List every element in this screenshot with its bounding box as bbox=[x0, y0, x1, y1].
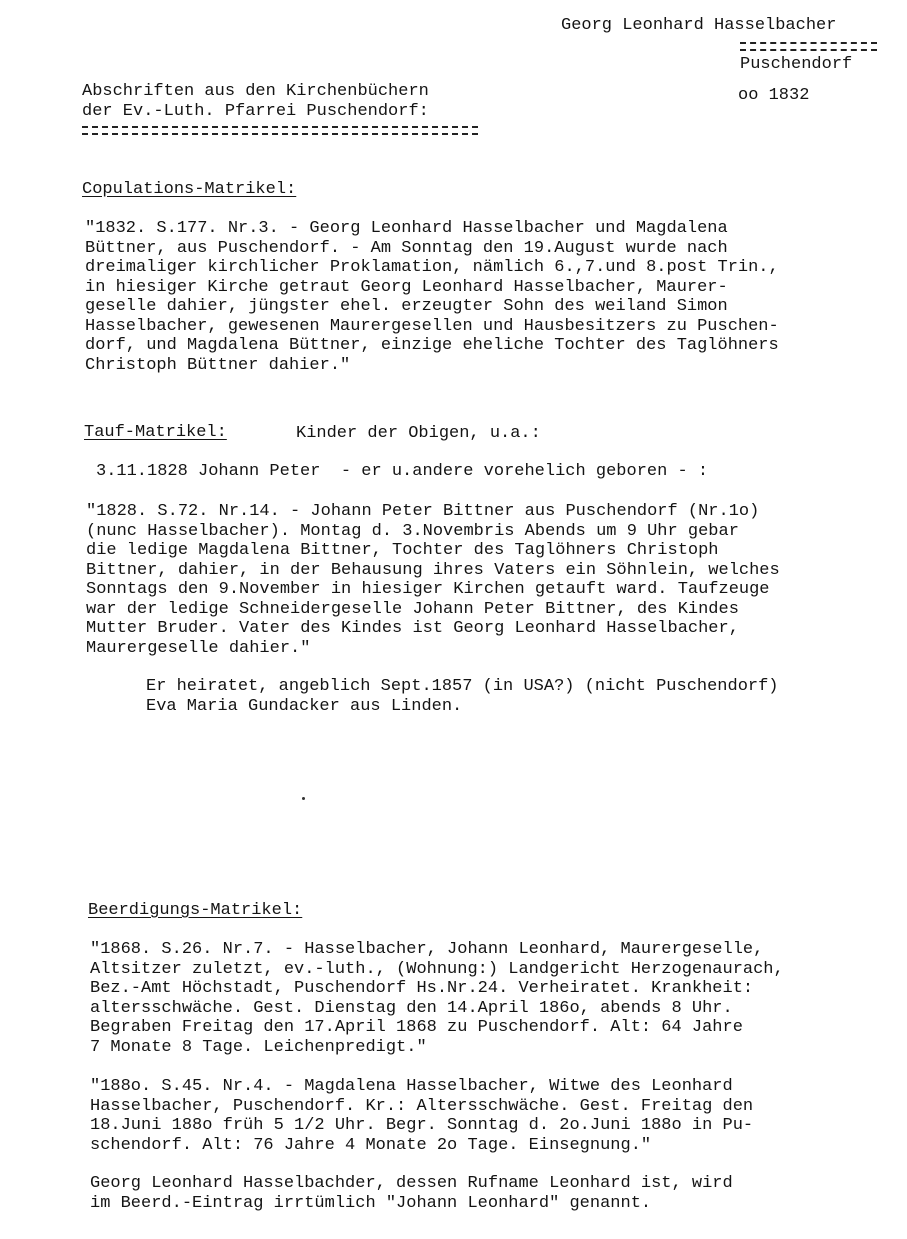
copulation-line: Hasselbacher, gewesenen Maurergesellen und Hausbesitzers zu Puschen- bbox=[85, 316, 779, 336]
copulation-line: Büttner, aus Puschendorf. - Am Sonntag den 19.August wurde nach bbox=[85, 238, 728, 258]
burial-line: Begraben Freitag den 17.April 1868 zu Puschendorf. Alt: 64 Jahre bbox=[90, 1018, 743, 1037]
baptism-line: (nunc Hasselbacher). Montag d. 3.Novembris Abends um 9 Uhr gebar bbox=[86, 521, 739, 541]
burial-heading: Beerdigungs-Matrikel: bbox=[88, 901, 303, 920]
copulation-line: geselle dahier, jüngster ehel. erzeugter Sohn des weiland Simon bbox=[85, 297, 728, 316]
burial-line: "188o. S.45. Nr.4. - Magdalena Hasselbacher, Witwe des Leonhard bbox=[90, 1077, 733, 1096]
copulation-line: "1832. S.177. Nr.3. - Georg Leonhard Hasselbacher und Magdalena bbox=[85, 219, 728, 238]
header-name-rule bbox=[740, 42, 877, 51]
baptism-subheading: Kinder der Obigen, u.a.: bbox=[296, 424, 541, 443]
burial-closing-note bbox=[90, 1174, 733, 1213]
burial-line: Altsitzer zuletzt, ev.-luth., (Wohnung:) Landgericht Herzogenaurach, bbox=[90, 959, 784, 979]
burial-line: 7 Monate 8 Tage. Leichenpredigt." bbox=[90, 1037, 427, 1057]
baptism-line: "1828. S.72. Nr.14. - Johann Peter Bittner aus Puschendorf (Nr.1o) bbox=[86, 502, 760, 521]
header-place: Puschendorf bbox=[740, 55, 853, 74]
baptism-entry bbox=[86, 502, 780, 658]
baptism-note-line: Er heiratet, angeblich Sept.1857 (in USA?) (nicht Puschendorf) bbox=[146, 677, 779, 696]
burial-line: Bez.-Amt Höchstadt, Puschendorf Hs.Nr.24. Verheiratet. Krankheit: bbox=[90, 979, 754, 998]
burial-line: altersschwäche. Gest. Dienstag den 14.April 186o, abends 8 Uhr. bbox=[90, 998, 733, 1018]
burial-entry-1 bbox=[90, 940, 784, 1057]
burial-line: "1868. S.26. Nr.7. - Hasselbacher, Johann Leonhard, Maurergeselle, bbox=[90, 940, 764, 959]
burial-line: schendorf. Alt: 76 Jahre 4 Monate 2o Tage. Einsegnung." bbox=[90, 1135, 652, 1155]
copulation-line: dreimaliger kirchlicher Proklamation, nämlich 6.,7.und 8.post Trin., bbox=[85, 258, 779, 277]
baptism-note-line: Eva Maria Gundacker aus Linden. bbox=[146, 696, 463, 716]
baptism-line: Bittner, dahier, in der Behausung ihres Vaters ein Söhnlein, welches bbox=[86, 560, 780, 580]
baptism-child-line: 3.11.1828 Johann Peter - er u.andere vorehelich geboren - : bbox=[96, 462, 709, 481]
closing-line: im Beerd.-Eintrag irrtümlich "Johann Leonhard" genannt. bbox=[90, 1193, 652, 1213]
copulation-line: in hiesiger Kirche getraut Georg Leonhard Hasselbacher, Maurer- bbox=[85, 277, 728, 297]
copulation-line: dorf, und Magdalena Büttner, einzige eheliche Tochter des Taglöhners bbox=[85, 336, 779, 355]
baptism-line: war der ledige Schneidergeselle Johann Peter Bittner, des Kindes bbox=[86, 599, 739, 619]
copulation-heading: Copulations-Matrikel: bbox=[82, 180, 297, 199]
closing-line: Georg Leonhard Hasselbachder, dessen Rufname Leonhard ist, wird bbox=[90, 1174, 733, 1193]
intro-line-2: der Ev.-Luth. Pfarrei Puschendorf: bbox=[82, 102, 429, 121]
header-name: Georg Leonhard Hasselbacher bbox=[561, 16, 837, 35]
copulation-entry bbox=[85, 219, 779, 375]
burial-line: 18.Juni 188o früh 5 1/2 Uhr. Begr. Sonntag d. 2o.Juni 188o in Pu- bbox=[90, 1116, 754, 1135]
baptism-line: Maurergeselle dahier." bbox=[86, 638, 311, 658]
speck bbox=[302, 797, 305, 800]
burial-entry-2 bbox=[90, 1077, 753, 1155]
baptism-line: Mutter Bruder. Vater des Kindes ist Georg Leonhard Hasselbacher, bbox=[86, 619, 739, 638]
intro-rule bbox=[82, 126, 478, 135]
baptism-note bbox=[146, 677, 779, 716]
copulation-line: Christoph Büttner dahier." bbox=[85, 355, 351, 375]
baptism-line: die ledige Magdalena Bittner, Tochter des Taglöhners Christoph bbox=[86, 541, 719, 560]
baptism-heading: Tauf-Matrikel: bbox=[84, 423, 227, 442]
intro-line-1: Abschriften aus den Kirchenbüchern bbox=[82, 82, 429, 101]
burial-line: Hasselbacher, Puschendorf. Kr.: Altersschwäche. Gest. Freitag den bbox=[90, 1096, 754, 1116]
header-marriage: oo 1832 bbox=[738, 86, 810, 105]
baptism-line: Sonntags den 9.November in hiesiger Kirchen getauft ward. Taufzeuge bbox=[86, 580, 770, 599]
